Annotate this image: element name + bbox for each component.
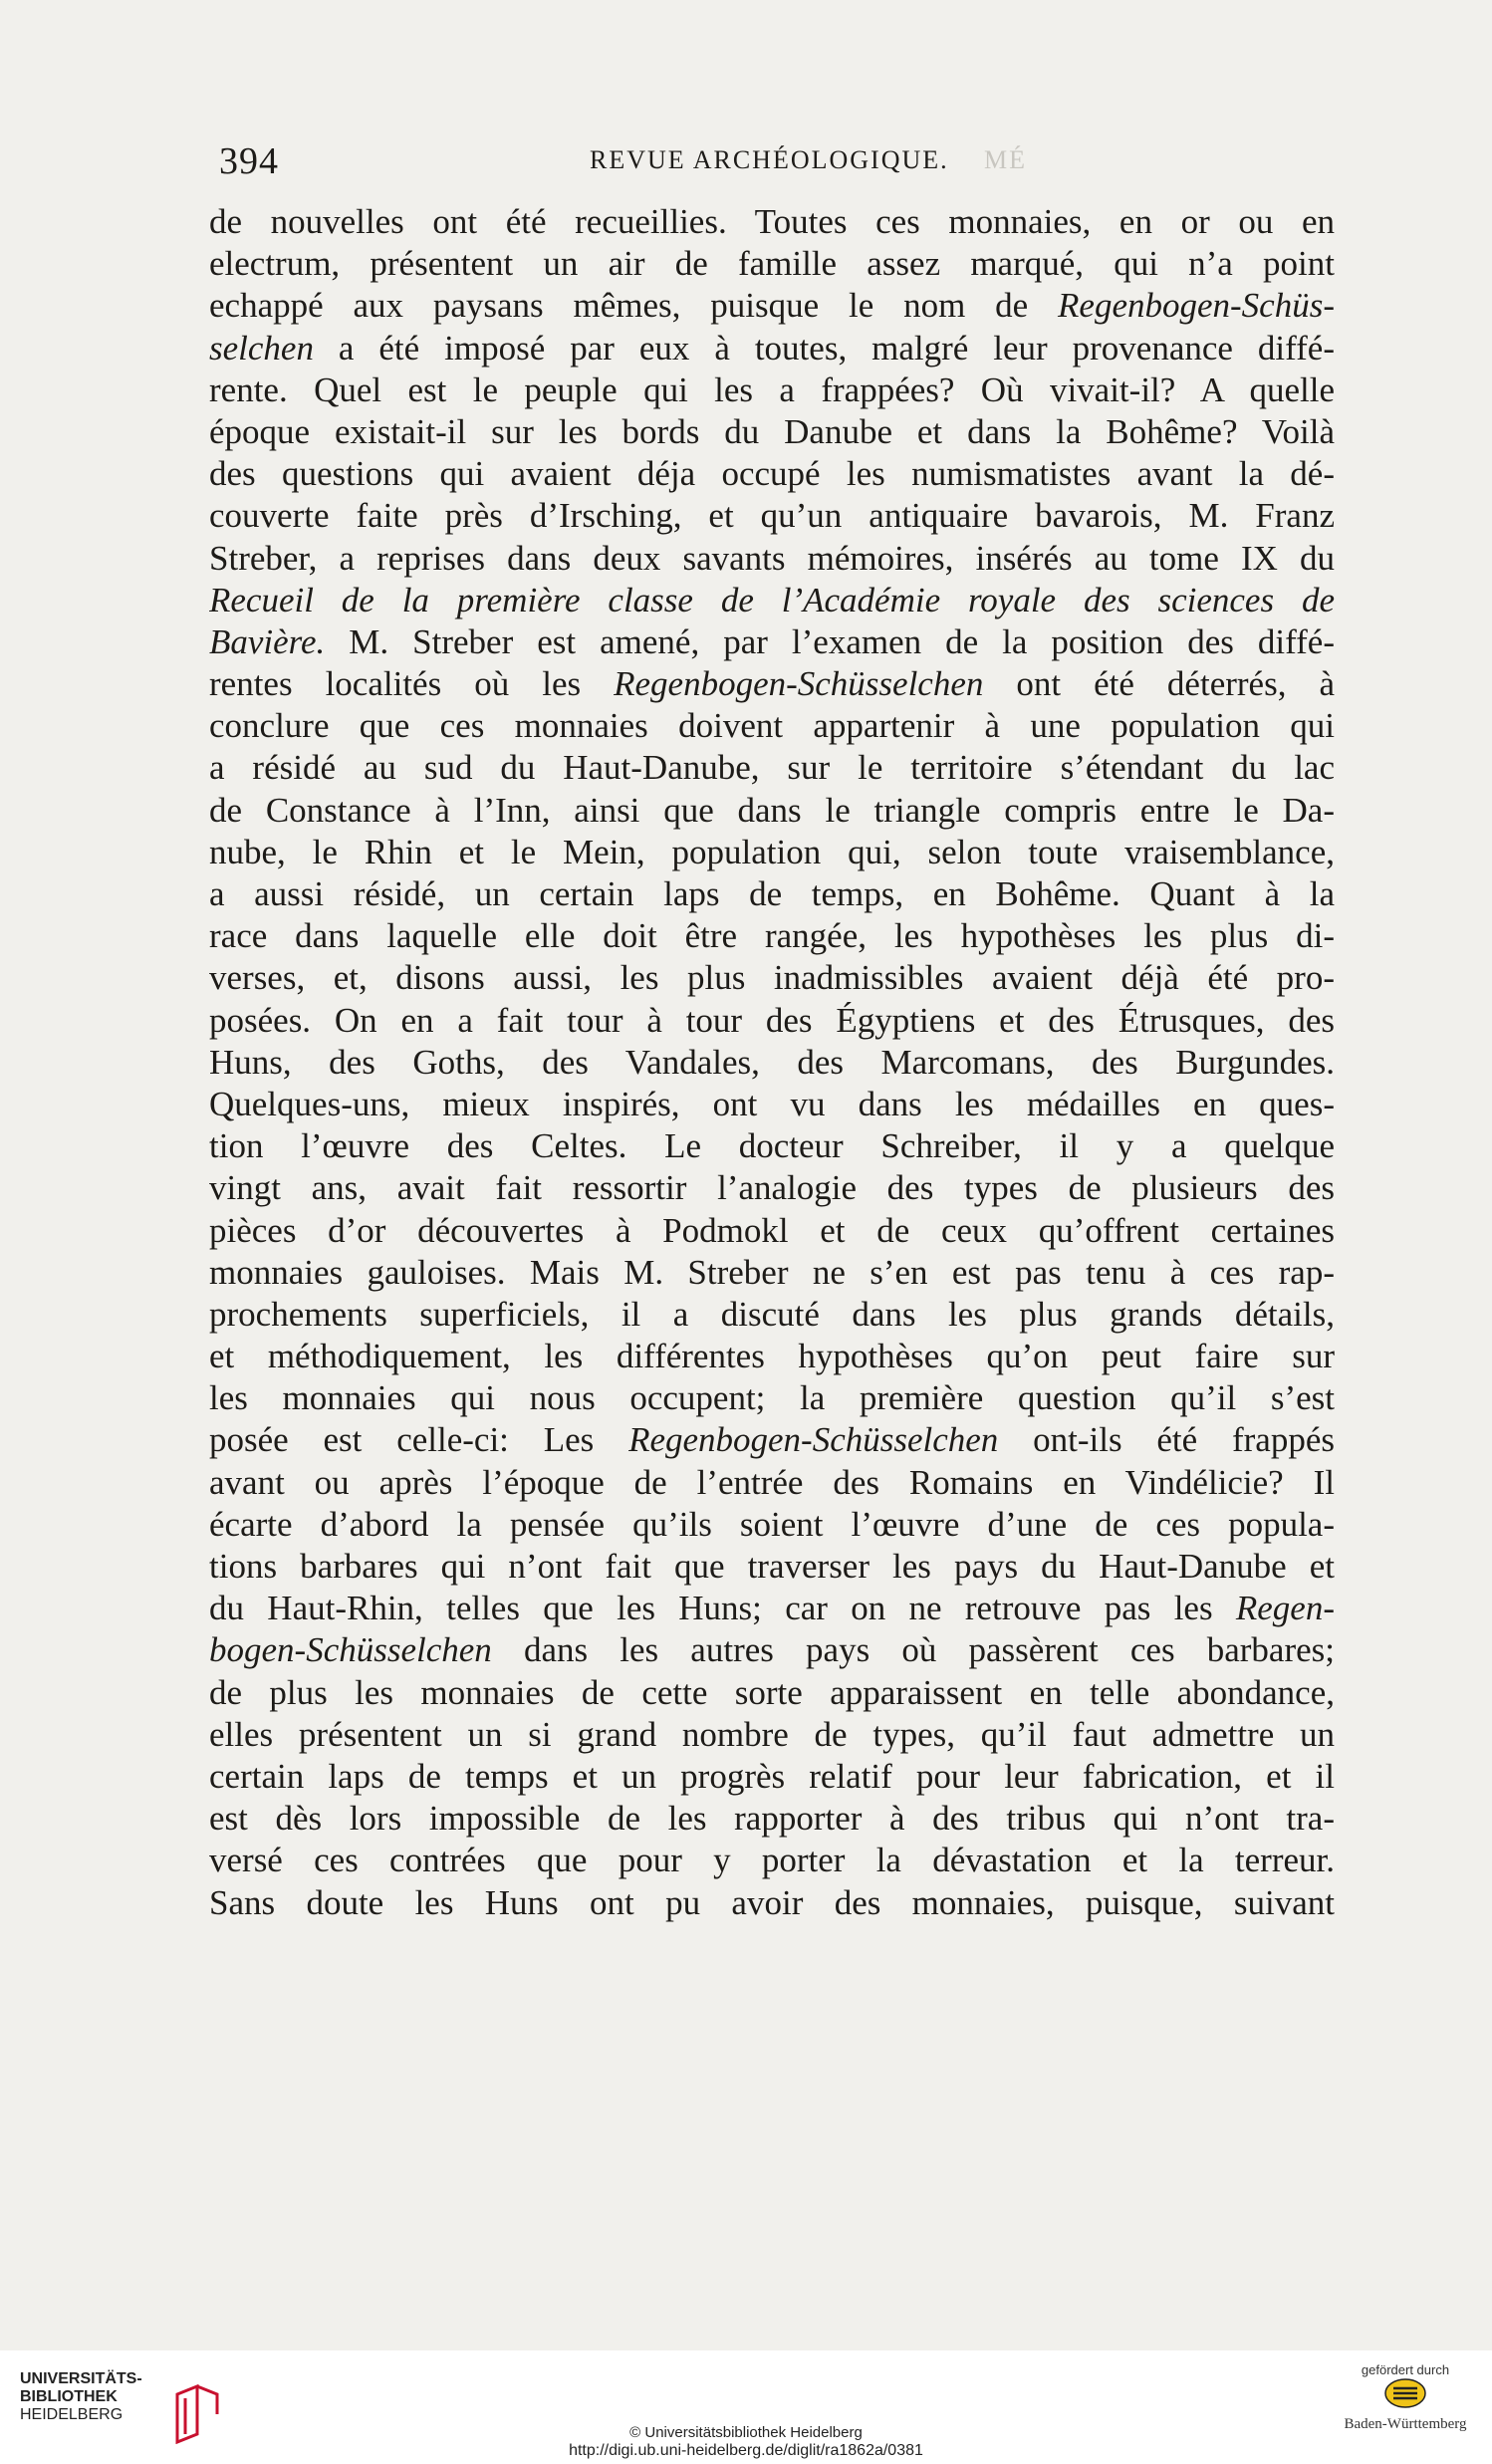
text-line: bogen-Schüsselchen dans les autres pays où passèrent ces barbares; (209, 1630, 1335, 1670)
text-line: tions barbares qui n’ont fait que traverser les pays du Haut-Danube et (209, 1547, 1335, 1586)
text-line: vingt ans, avait fait ressortir l’analogie des types de plusieurs des (209, 1168, 1335, 1208)
text-line: race dans laquelle elle doit être rangée, les hypothèses les plus di- (209, 916, 1335, 956)
text-line: Quelques-uns, mieux inspirés, ont vu dans les médailles en ques- (209, 1084, 1335, 1123)
text-line: les monnaies qui nous occupent; la première question qu’il s’est (209, 1378, 1335, 1418)
library-name-line1: UNIVERSITÄTS- (20, 2370, 142, 2387)
sponsor-name: Baden-Württemberg (1344, 2416, 1467, 2432)
text-line: Bavière. M. Streber est amené, par l’examen de la position des diffé- (209, 621, 1335, 661)
copyright-notice: © Universitätsbibliothek Heidelberg (629, 2424, 863, 2441)
text-line: Streber, a reprises dans deux savants mémoires, insérés au tome IX du (209, 538, 1335, 578)
text-line: verses, et, disons aussi, les plus inadmissibles avaient déjà été pro- (209, 958, 1335, 998)
text-line: des questions qui avaient déja occupé les numismatistes avant la dé- (209, 454, 1335, 494)
text-line: a aussi résidé, un certain laps de temps, en Bohême. Quant à la (209, 874, 1335, 913)
library-name-line3: HEIDELBERG (20, 2406, 124, 2423)
text-line: Huns, des Goths, des Vandales, des Marcomans, des Burgundes. (209, 1042, 1335, 1082)
text-line: de nouvelles ont été recueillies. Toutes ces monnaies, en or ou en (209, 202, 1335, 241)
text-line: tion l’œuvre des Celtes. Le docteur Schreiber, il y a quelque (209, 1126, 1335, 1166)
page-number: 394 (219, 140, 279, 182)
text-line: certain laps de temps et un progrès relatif pour leur fabrication, et il (209, 1756, 1335, 1796)
text-line: Sans doute les Huns ont pu avoir des monnaies, puisque, suivant (209, 1882, 1335, 1922)
page-header (209, 139, 1355, 182)
text-line: rentes localités où les Regenbogen-Schüsselchen ont été déterrés, à (209, 664, 1335, 704)
running-head: REVUE ARCHÉOLOGIQUE. (590, 145, 949, 174)
text-line: de Constance à l’Inn, ainsi que dans le triangle compris entre le Da- (209, 790, 1335, 830)
body-text (209, 201, 1335, 1924)
text-line: du Haut-Rhin, telles que les Huns; car on ne retrouve pas les Regen- (209, 1589, 1335, 1628)
text-line: posées. On en a fait tour à tour des Égyptiens et des Étrusques, des (209, 1000, 1335, 1040)
text-line: pièces d’or découvertes à Podmokl et de ceux qu’offrent certaines (209, 1210, 1335, 1250)
text-line: posée est celle-ci: Les Regenbogen-Schüsselchen ont-ils été frappés (209, 1420, 1335, 1460)
bleed-through-text: MÉ (984, 145, 1027, 174)
text-line: est dès lors impossible de les rapporter à des tribus qui n’ont tra- (209, 1799, 1335, 1839)
text-line: selchen a été imposé par eux à toutes, malgré leur provenance diffé- (209, 328, 1335, 368)
text-line: époque existait-il sur les bords du Danube et dans la Bohême? Voilà (209, 411, 1335, 451)
text-line: conclure que ces monnaies doivent appartenir à une population qui (209, 706, 1335, 746)
text-line: écarte d’abord la pensée qu’ils soient l’œuvre d’une de ces popula- (209, 1504, 1335, 1544)
text-line: echappé aux paysans mêmes, puisque le nom de Regenbogen-Schüs- (209, 286, 1335, 326)
text-line: rente. Quel est le peuple qui les a frappées? Où vivait-il? A quelle (209, 370, 1335, 409)
footer-bar (0, 2350, 1492, 2464)
text-line: nube, le Rhin et le Mein, population qui, selon toute vraisemblance, (209, 832, 1335, 871)
text-line: versé ces contrées que pour y porter la dévastation et la terreur. (209, 1841, 1335, 1880)
text-line: et méthodiquement, les différentes hypothèses qu’on peut faire sur (209, 1337, 1335, 1376)
sponsor-logo[interactable] (1341, 2362, 1470, 2433)
text-line: avant ou après l’époque de l’entrée des Romains en Vindélicie? Il (209, 1462, 1335, 1502)
text-line: elles présentent un si grand nombre de types, qu’il faut admettre un (209, 1714, 1335, 1754)
text-line: de plus les monnaies de cette sorte apparaissent en telle abondance, (209, 1672, 1335, 1712)
permalink[interactable]: http://digi.ub.uni-heidelberg.de/diglit/ra1862a/0381 (569, 2442, 923, 2459)
text-line: Recueil de la première classe de l’Académie royale des sciences de (209, 580, 1335, 619)
text-line: a résidé au sud du Haut-Danube, sur le territoire s’étendant du lac (209, 748, 1335, 788)
text-line: electrum, présentent un air de famille assez marqué, qui n’a point (209, 244, 1335, 284)
text-line: couverte faite près d’Irsching, et qu’un antiquaire bavarois, M. Franz (209, 496, 1335, 536)
text-line: monnaies gauloises. Mais M. Streber ne s’en est pas tenu à ces rap- (209, 1252, 1335, 1292)
sponsor-label: gefördert durch (1361, 2362, 1450, 2377)
library-name-line2: BIBLIOTHEK (20, 2388, 118, 2405)
coat-of-arms-icon (1383, 2377, 1427, 2409)
text-line: prochements superficiels, il a discuté dans les plus grands détails, (209, 1294, 1335, 1334)
